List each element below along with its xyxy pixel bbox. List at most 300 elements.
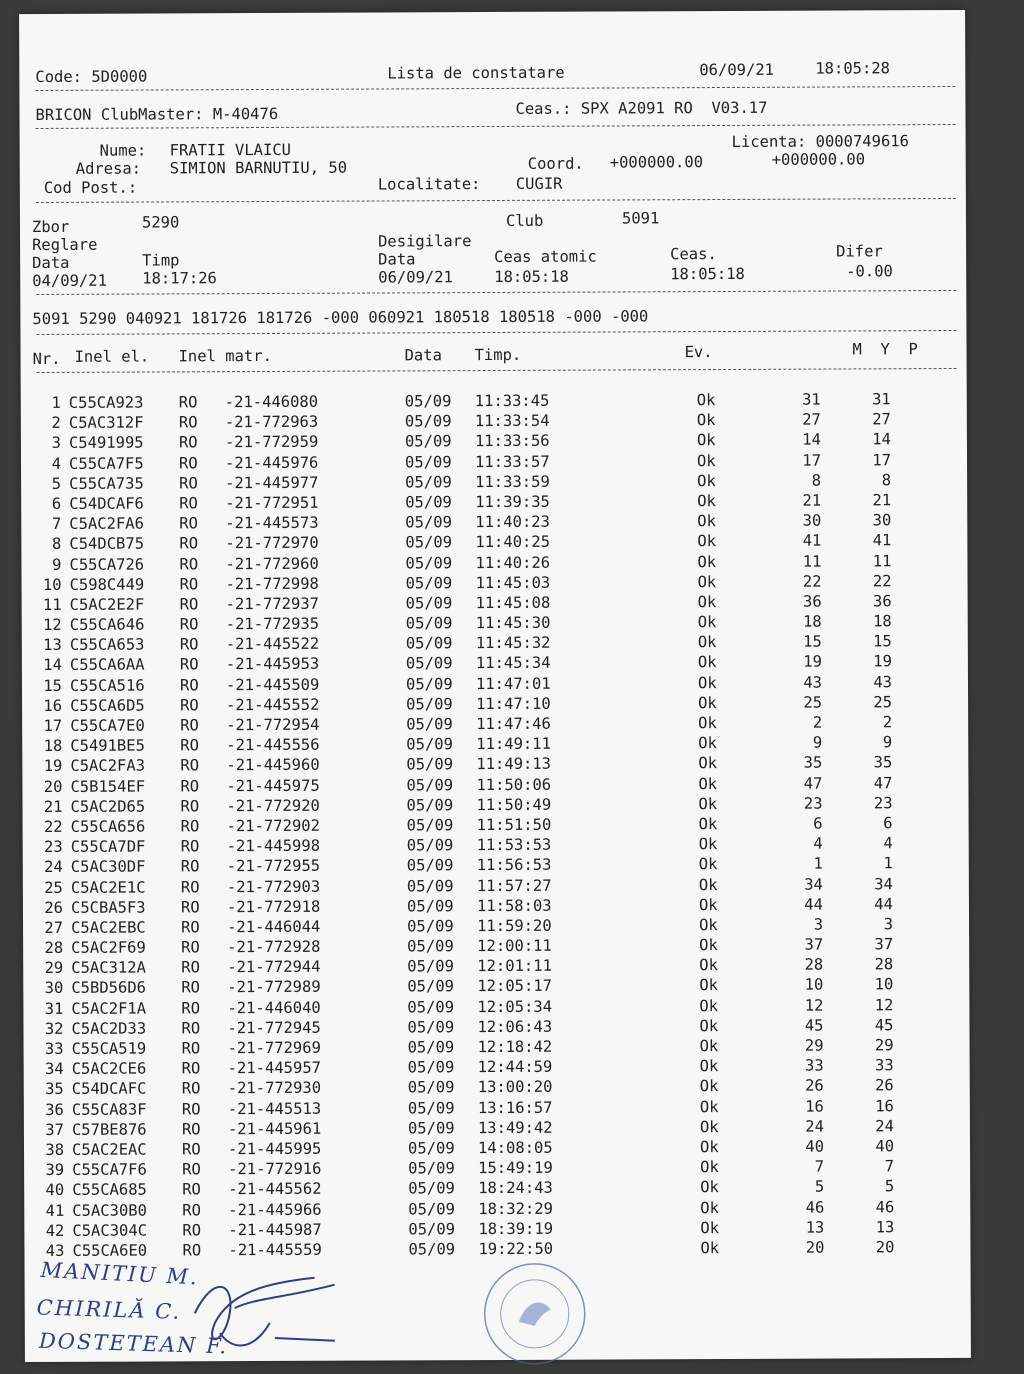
ring-number: -21-445960 xyxy=(226,756,320,775)
arrival-date: 05/09 xyxy=(405,634,453,653)
country-code: RO xyxy=(181,1059,201,1078)
arrival-time: 18:39:19 xyxy=(478,1219,554,1238)
row-number: 30 xyxy=(44,979,64,998)
ring-number: -21-772930 xyxy=(227,1079,322,1098)
electronic-ring: C55CA726 xyxy=(69,555,145,574)
rank-y: 10 xyxy=(874,975,894,994)
owner-name-label: Nume: xyxy=(99,141,147,160)
arrival-date: 05/09 xyxy=(405,493,452,512)
arrival-time: 11:33:59 xyxy=(475,472,550,491)
rank-m: 20 xyxy=(805,1238,825,1257)
country-code: RO xyxy=(181,978,201,997)
arrival-time: 11:33:56 xyxy=(474,432,550,451)
ring-number: -21-445509 xyxy=(225,675,320,694)
license-number: Licenta: 0000749616 xyxy=(731,132,909,151)
electronic-ring: C55CA7DF xyxy=(70,837,146,856)
row-number: 19 xyxy=(43,757,63,776)
col-time: Timp. xyxy=(474,345,522,365)
event-status: Ok xyxy=(699,1037,719,1056)
country-code: RO xyxy=(180,897,200,917)
electronic-ring: C55CA7F6 xyxy=(72,1160,147,1179)
arrival-time: 11:50:49 xyxy=(476,795,552,814)
arrival-date: 05/09 xyxy=(406,856,454,875)
arrival-time: 11:40:26 xyxy=(475,553,551,572)
row-number: 34 xyxy=(44,1060,64,1079)
club-number: 5091 xyxy=(621,209,660,228)
event-status: Ok xyxy=(699,1097,719,1116)
rank-y: 43 xyxy=(873,672,893,691)
row-number: 39 xyxy=(45,1161,65,1180)
country-code: RO xyxy=(179,494,198,513)
rank-y: 18 xyxy=(873,612,892,631)
event-status: Ok xyxy=(697,491,716,511)
rank-y: 12 xyxy=(874,995,894,1014)
event-status: Ok xyxy=(697,512,716,531)
electronic-ring: C54DCB75 xyxy=(69,534,145,554)
print-time: 18:05:28 xyxy=(815,59,891,78)
country-code: RO xyxy=(179,615,199,634)
rank-m: 8 xyxy=(811,471,822,490)
arrival-time: 12:44:59 xyxy=(477,1057,553,1077)
row-number: 4 xyxy=(51,454,62,473)
rank-y: 29 xyxy=(874,1036,894,1055)
arrival-date: 05/09 xyxy=(404,392,452,411)
electronic-ring: C55CA653 xyxy=(69,635,145,655)
rank-y: 44 xyxy=(874,894,893,914)
arrival-time: 11:50:06 xyxy=(476,775,552,794)
row-number: 17 xyxy=(43,716,63,735)
event-status: Ok xyxy=(697,572,717,591)
rank-m: 3 xyxy=(813,915,824,934)
rank-y: 37 xyxy=(874,935,894,954)
event-status: Ok xyxy=(699,1077,719,1096)
row-number: 11 xyxy=(42,595,62,614)
rank-y: 5 xyxy=(884,1177,895,1196)
ring-number: -21-445513 xyxy=(227,1099,322,1118)
country-code: RO xyxy=(181,918,200,937)
country-code: RO xyxy=(178,433,198,452)
electronic-ring: C5CBA5F3 xyxy=(70,898,146,917)
rank-m: 44 xyxy=(804,895,823,914)
rank-y: 16 xyxy=(875,1096,894,1115)
electronic-ring: C5BD56D6 xyxy=(71,978,147,998)
arrival-date: 05/09 xyxy=(405,594,453,613)
arrival-date: 05/09 xyxy=(406,795,454,815)
electronic-ring: C5AC2E2F xyxy=(69,595,145,614)
club-label: Club xyxy=(505,211,544,230)
rank-m: 21 xyxy=(802,491,822,510)
electronic-ring: C55CA7E0 xyxy=(70,716,145,735)
ring-number: -21-772935 xyxy=(225,614,320,634)
row-number: 22 xyxy=(43,817,63,836)
electronic-ring: C5AC2FA6 xyxy=(69,514,144,533)
row-number: 29 xyxy=(44,959,64,978)
country-code: RO xyxy=(181,1140,201,1159)
ring-number: -21-445522 xyxy=(225,635,320,654)
row-number: 20 xyxy=(43,777,63,796)
ring-number: -21-445953 xyxy=(225,655,320,674)
rank-m: 16 xyxy=(805,1097,824,1116)
arrival-time: 11:45:03 xyxy=(475,573,551,592)
country-code: RO xyxy=(180,776,200,795)
row-number: 25 xyxy=(44,878,63,897)
arrival-date: 05/09 xyxy=(406,775,454,794)
rank-m: 37 xyxy=(804,935,824,954)
electronic-ring: C55CA83F xyxy=(71,1100,147,1119)
electronic-ring: C5AC2FA3 xyxy=(70,756,146,776)
ring-number: -21-772944 xyxy=(227,958,321,977)
ring-number: -21-772998 xyxy=(225,574,319,593)
locality-label: Localitate: xyxy=(377,175,481,194)
country-code: RO xyxy=(179,534,199,553)
rank-m: 29 xyxy=(804,1036,824,1055)
event-status: Ok xyxy=(696,451,716,470)
rank-m: 2 xyxy=(812,713,823,732)
electronic-ring: C55CA6AA xyxy=(69,655,145,675)
event-status: Ok xyxy=(697,673,717,692)
difference-label: Difer xyxy=(836,242,883,261)
rank-m: 26 xyxy=(805,1076,824,1096)
ring-number: -21-772955 xyxy=(226,857,321,876)
rank-y: 33 xyxy=(874,1056,894,1075)
row-number: 40 xyxy=(45,1181,65,1200)
event-status: Ok xyxy=(698,855,718,874)
ring-number: -21-772928 xyxy=(227,937,321,957)
rank-y: 25 xyxy=(873,693,893,712)
rank-y: 21 xyxy=(872,491,892,510)
rank-m: 11 xyxy=(802,552,822,571)
ring-number: -21-772903 xyxy=(226,877,321,896)
arrival-time: 11:51:50 xyxy=(476,815,552,835)
rank-y: 1 xyxy=(883,854,893,873)
row-number: 2 xyxy=(51,414,61,433)
country-code: RO xyxy=(179,514,198,533)
ring-number: -21-772954 xyxy=(226,715,320,735)
rank-y: 46 xyxy=(875,1197,895,1216)
event-status: Ok xyxy=(700,1178,719,1197)
country-code: RO xyxy=(180,817,200,836)
atomic-clock-label: Ceas atomic xyxy=(494,247,597,266)
electronic-ring: C5B154EF xyxy=(70,777,146,796)
event-status: Ok xyxy=(699,1117,719,1136)
arrival-date: 05/09 xyxy=(406,816,454,835)
arrival-time: 11:33:45 xyxy=(474,391,550,411)
arrival-time: 12:06:43 xyxy=(477,1017,553,1036)
rank-y: 19 xyxy=(873,652,892,671)
country-code: RO xyxy=(180,797,200,816)
arrival-time: 11:45:30 xyxy=(475,613,551,633)
print-date: 06/09/21 xyxy=(699,60,775,80)
electronic-ring: C55CA6E0 xyxy=(72,1241,148,1260)
row-number: 32 xyxy=(44,1019,64,1038)
row-number: 6 xyxy=(51,494,62,513)
atomic-time: 18:05:18 xyxy=(494,267,569,286)
coord-x: +000000.00 xyxy=(609,153,704,172)
arrival-date: 05/09 xyxy=(406,755,454,774)
rank-m: 40 xyxy=(805,1137,825,1156)
country-code: RO xyxy=(179,635,199,654)
row-number: 14 xyxy=(43,656,62,675)
ring-number: -21-772970 xyxy=(225,534,319,553)
col-myp: M Y P xyxy=(852,340,918,359)
rank-y: 17 xyxy=(872,450,892,469)
ring-number: -21-445957 xyxy=(227,1058,322,1078)
results-table xyxy=(21,390,971,1262)
ring-number: -21-772902 xyxy=(226,816,320,836)
event-status: Ok xyxy=(700,1218,720,1237)
row-number: 36 xyxy=(45,1100,64,1119)
reglare-date-label: Data xyxy=(32,253,70,273)
rank-y: 34 xyxy=(874,874,893,893)
electronic-ring: C55CA923 xyxy=(68,393,144,412)
rank-y: 23 xyxy=(873,794,893,813)
signature-name-1: MANITIU M. xyxy=(40,1257,200,1290)
event-status: Ok xyxy=(698,754,718,773)
country-code: RO xyxy=(182,1200,201,1219)
row-number: 28 xyxy=(44,938,64,958)
arrival-date: 05/09 xyxy=(405,614,453,633)
arrival-date: 05/09 xyxy=(405,472,452,492)
rank-y: 30 xyxy=(872,511,892,530)
separator xyxy=(36,330,956,335)
summary-line: 5091 5290 040921 181726 181726 -000 060921 180518 180518 -000 -000 xyxy=(32,307,649,329)
event-status: Ok xyxy=(699,1016,719,1035)
event-status: Ok xyxy=(696,431,716,450)
rank-m: 30 xyxy=(802,511,822,530)
coord-y: +000000.00 xyxy=(771,150,866,169)
arrival-date: 05/09 xyxy=(407,997,455,1017)
ring-number: -21-445995 xyxy=(227,1139,322,1159)
arrival-time: 11:45:08 xyxy=(475,593,551,612)
country-code: RO xyxy=(181,1120,201,1139)
electronic-ring: C5491BE5 xyxy=(70,736,145,756)
signature-name-2: CHIRILĂ C. xyxy=(36,1295,182,1324)
event-status: Ok xyxy=(699,1137,719,1157)
electronic-ring: C5491995 xyxy=(68,433,144,453)
country-code: RO xyxy=(181,958,200,977)
row-number: 18 xyxy=(43,737,63,756)
row-number: 1 xyxy=(51,393,61,412)
electronic-ring: C55CA6D5 xyxy=(70,696,145,715)
country-code: RO xyxy=(178,413,198,432)
event-status: Ok xyxy=(697,633,717,652)
ring-number: -21-445966 xyxy=(228,1200,322,1219)
rank-m: 10 xyxy=(804,976,824,995)
col-ring-el: Inel el. xyxy=(74,347,150,366)
code-label: Code: 5D0000 xyxy=(35,67,148,86)
arrival-time: 12:18:42 xyxy=(477,1037,553,1057)
arrival-date: 05/09 xyxy=(407,1017,455,1037)
arrival-date: 05/09 xyxy=(404,412,452,431)
arrival-time: 18:24:43 xyxy=(478,1179,553,1198)
country-code: RO xyxy=(182,1220,202,1240)
row-number: 15 xyxy=(43,676,63,695)
arrival-date: 05/09 xyxy=(405,573,453,593)
arrival-time: 11:59:20 xyxy=(477,916,552,935)
arrival-date: 05/09 xyxy=(406,694,453,714)
arrival-time: 11:47:46 xyxy=(476,714,551,734)
row-number: 3 xyxy=(51,434,61,453)
row-number: 16 xyxy=(43,696,63,715)
arrival-date: 05/09 xyxy=(404,432,452,451)
arrival-date: 05/09 xyxy=(408,1179,455,1198)
rank-m: 15 xyxy=(803,632,822,651)
rank-y: 3 xyxy=(883,915,894,934)
country-code: RO xyxy=(179,675,199,694)
arrival-date: 05/09 xyxy=(408,1240,456,1259)
rank-m: 36 xyxy=(802,592,822,611)
arrival-time: 19:22:50 xyxy=(478,1239,554,1258)
country-code: RO xyxy=(182,1160,201,1179)
row-number: 26 xyxy=(44,898,64,917)
event-status: Ok xyxy=(700,1238,720,1257)
electronic-ring: C55CA735 xyxy=(69,474,144,493)
ring-number: -21-445987 xyxy=(228,1220,322,1239)
col-date: Data xyxy=(404,346,442,365)
separator xyxy=(35,86,955,91)
event-status: Ok xyxy=(696,391,716,410)
arrival-date: 05/09 xyxy=(405,674,453,694)
arrival-date: 05/09 xyxy=(407,1098,455,1117)
arrival-time: 12:01:11 xyxy=(477,957,552,976)
arrival-date: 05/09 xyxy=(408,1219,456,1239)
owner-address-label: Adresa: xyxy=(75,159,142,178)
rank-m: 5 xyxy=(814,1177,825,1196)
row-number: 43 xyxy=(45,1241,65,1260)
electronic-ring: C55CA656 xyxy=(70,817,146,836)
rank-y: 14 xyxy=(872,430,891,449)
event-status: Ok xyxy=(699,996,719,1015)
country-code: RO xyxy=(179,574,199,594)
ring-number: -21-772960 xyxy=(225,554,319,573)
rank-m: 22 xyxy=(802,572,822,591)
rank-m: 45 xyxy=(804,1016,824,1035)
rank-m: 24 xyxy=(805,1117,824,1136)
device-id: BRICON ClubMaster: M-40476 xyxy=(35,104,279,124)
row-number: 9 xyxy=(52,555,62,574)
signature-name-3: DOSTETEAN F. xyxy=(38,1328,229,1359)
owner-name: FRATII VLAICU xyxy=(169,140,292,160)
ring-number: -21-445573 xyxy=(225,513,319,533)
ring-number: -21-445961 xyxy=(227,1119,322,1138)
flight-label: Zbor xyxy=(31,217,70,237)
event-status: Ok xyxy=(700,1198,719,1217)
electronic-ring: C5AC2E1C xyxy=(70,878,146,897)
ring-number: -21-445559 xyxy=(228,1240,322,1260)
country-code: RO xyxy=(180,736,199,755)
electronic-ring: C55CA646 xyxy=(69,615,145,634)
arrival-time: 12:05:17 xyxy=(477,977,553,996)
rank-y: 47 xyxy=(873,773,893,792)
electronic-ring: C55CA516 xyxy=(69,676,145,695)
reglare-label: Reglare xyxy=(32,235,98,255)
rank-m: 47 xyxy=(803,774,823,793)
col-ev: Ev. xyxy=(684,343,713,362)
electronic-ring: C55CA519 xyxy=(71,1039,147,1058)
col-nr: Nr. xyxy=(32,349,61,369)
event-status: Ok xyxy=(698,875,718,894)
rank-m: 33 xyxy=(804,1056,824,1075)
electronic-ring: C54DCAFC xyxy=(71,1079,147,1099)
row-number: 35 xyxy=(45,1080,64,1099)
rank-m: 9 xyxy=(812,733,823,752)
ring-number: -21-446080 xyxy=(224,392,319,412)
document-title: Lista de constatare xyxy=(387,63,565,83)
arrival-time: 11:47:01 xyxy=(475,674,551,693)
event-status: Ok xyxy=(697,471,716,490)
rank-y: 28 xyxy=(874,955,894,974)
club-stamp xyxy=(481,1260,589,1368)
rank-y: 24 xyxy=(875,1117,894,1136)
event-status: Ok xyxy=(697,653,717,672)
country-code: RO xyxy=(180,696,199,715)
owner-address: SIMION BARNUTIU, 50 xyxy=(169,158,348,178)
arrival-date: 05/09 xyxy=(407,977,455,996)
rank-m: 31 xyxy=(802,390,821,409)
postal-code-label: Cod Post.: xyxy=(43,178,138,197)
ring-number: -21-772945 xyxy=(227,1018,321,1037)
row-number: 38 xyxy=(45,1140,65,1159)
rank-m: 13 xyxy=(805,1218,825,1237)
country-code: RO xyxy=(180,716,199,735)
arrival-time: 11:56:53 xyxy=(476,856,552,875)
electronic-ring: C5AC304C xyxy=(72,1221,148,1240)
handwritten-signature xyxy=(174,1253,354,1364)
desig-date: 06/09/21 xyxy=(378,268,453,287)
row-number: 23 xyxy=(43,838,63,857)
coord-label: Coord. xyxy=(527,154,584,173)
electronic-ring: C5AC312A xyxy=(71,958,146,978)
arrival-date: 05/09 xyxy=(407,917,454,936)
electronic-ring: C55CA7F5 xyxy=(68,454,144,473)
ring-number: -21-445975 xyxy=(226,776,320,795)
flight-number: 5290 xyxy=(141,213,180,232)
clock-time: 18:05:18 xyxy=(670,264,745,284)
country-code: RO xyxy=(178,453,198,472)
electronic-ring: C57BE876 xyxy=(71,1120,147,1139)
country-code: RO xyxy=(180,857,200,876)
electronic-ring: C5AC30B0 xyxy=(72,1201,147,1220)
row-number: 10 xyxy=(42,575,62,594)
ring-number: -21-772916 xyxy=(228,1159,322,1179)
rank-y: 45 xyxy=(874,1016,894,1035)
reglare-time: 18:17:26 xyxy=(142,269,217,288)
rank-m: 43 xyxy=(803,673,823,692)
country-code: RO xyxy=(179,474,198,493)
arrival-date: 05/09 xyxy=(407,1078,455,1097)
arrival-time: 13:16:57 xyxy=(477,1098,553,1117)
arrival-time: 11:40:25 xyxy=(475,533,551,552)
event-status: Ok xyxy=(697,592,717,611)
row-number: 37 xyxy=(45,1120,64,1139)
row-number: 31 xyxy=(44,999,64,1018)
arrival-date: 05/09 xyxy=(405,654,453,673)
row-number: 27 xyxy=(44,918,64,937)
electronic-ring: C5AC2EBC xyxy=(71,918,146,937)
country-code: RO xyxy=(180,837,200,856)
row-number: 12 xyxy=(43,615,62,635)
reglare-date: 04/09/21 xyxy=(32,271,107,291)
arrival-time: 11:45:34 xyxy=(475,654,551,673)
arrival-time: 12:05:34 xyxy=(477,997,553,1016)
rank-m: 35 xyxy=(803,753,823,773)
arrival-date: 05/09 xyxy=(404,452,452,471)
desig-date-label: Data xyxy=(378,250,416,269)
event-status: Ok xyxy=(699,936,718,955)
ring-number: -21-445976 xyxy=(224,453,319,472)
arrival-time: 11:33:57 xyxy=(474,452,550,471)
arrival-time: 11:53:53 xyxy=(476,835,552,855)
